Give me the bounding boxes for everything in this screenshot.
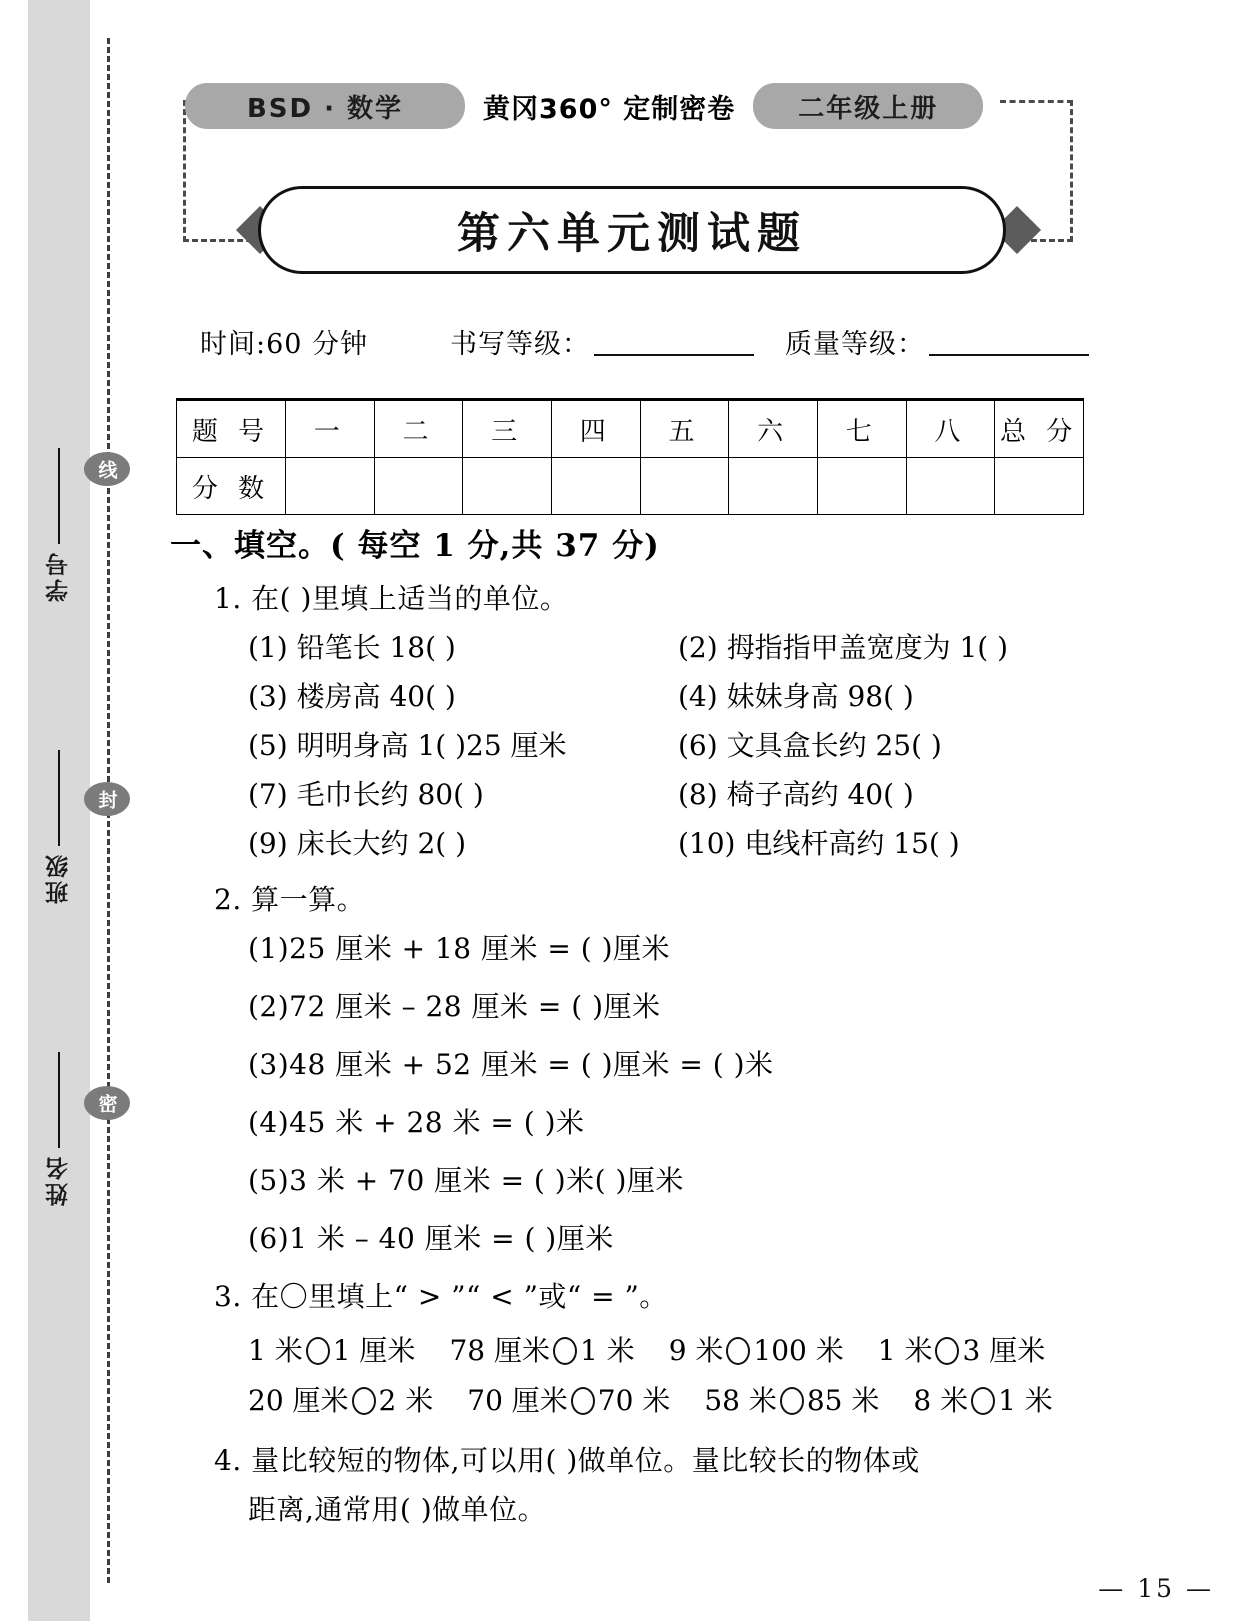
question-1-item-3: (3) 楼房高 40( ) [248, 680, 456, 713]
question-1-pair-row [248, 773, 1090, 813]
sidebar-field-name [28, 1052, 90, 1206]
score-cell-8[interactable] [906, 458, 995, 515]
compare-right: 1 厘米 [332, 1334, 416, 1367]
compare-pair [449, 1329, 634, 1369]
question-1-item-8: (8) 椅子高约 40( ) [678, 778, 914, 811]
question-1-item-2: (2) 拇指指甲盖宽度为 1( ) [678, 631, 1009, 664]
question-1-item-9: (9) 床长大约 2( ) [248, 827, 467, 860]
page-title: 第六单元测试题 [457, 208, 807, 259]
sidebar-field-student-id [28, 448, 90, 602]
compare-pair [248, 1379, 433, 1419]
question-3-prompt: 3. 在〇里填上“ > ”“ < ”或“ = ”。 [214, 1280, 668, 1313]
question-1-item-4: (4) 妹妹身高 98( ) [678, 680, 914, 713]
question-2-item-4: (4)45 米 + 28 米 = ( )米 [248, 1106, 585, 1139]
seal-badge-seal: 封 [84, 782, 130, 816]
compare-circle[interactable] [306, 1337, 330, 1365]
compare-pair [704, 1379, 879, 1419]
student-id-write-line [58, 448, 60, 544]
compare-right: 100 米 [753, 1334, 844, 1367]
exam-body [170, 520, 1090, 1537]
question-1-item-1: (1) 铅笔长 18( ) [248, 631, 456, 664]
compare-pair [878, 1329, 1045, 1369]
class-write-line [58, 750, 60, 846]
score-cell-6[interactable] [729, 458, 818, 515]
compare-pair [913, 1379, 1052, 1419]
page-number: — 15 — [1098, 1574, 1214, 1603]
compare-left: 9 米 [668, 1334, 724, 1367]
question-3-compare-row-1 [248, 1329, 1090, 1369]
brand-text: 黄冈360° 定制密卷 [483, 93, 736, 125]
question-4-continuation: 距离,通常用( )做单位。 [248, 1493, 547, 1526]
compare-left: 78 厘米 [449, 1334, 550, 1367]
compare-right: 2 米 [378, 1384, 434, 1417]
score-table-col-2: 二 [374, 400, 463, 458]
compare-right: 85 米 [806, 1384, 880, 1417]
question-2-prompt: 2. 算一算。 [214, 883, 366, 916]
question-2-item-1: (1)25 厘米 + 18 厘米 = ( )厘米 [248, 932, 670, 965]
score-table-col-4: 四 [551, 400, 640, 458]
writing-grade-blank[interactable] [594, 353, 754, 356]
compare-right: 3 厘米 [962, 1334, 1046, 1367]
score-table-header-row [177, 400, 1084, 458]
score-table-row-label-score: 分 数 [177, 458, 286, 515]
sidebar-label-student-id: 学号 [45, 550, 72, 602]
sidebar-field-class [28, 750, 90, 904]
question-2-item-2: (2)72 厘米 – 28 厘米 = ( )厘米 [248, 990, 661, 1023]
compare-right: 1 米 [998, 1384, 1053, 1417]
seal-badge-secret: 密 [84, 1086, 130, 1120]
score-cell-4[interactable] [551, 458, 640, 515]
score-cell-7[interactable] [817, 458, 906, 515]
score-cell-3[interactable] [463, 458, 552, 515]
compare-left: 1 米 [877, 1334, 933, 1367]
question-1-prompt: 1. 在( )里填上适当的单位。 [214, 582, 569, 615]
score-table-col-5: 五 [640, 400, 729, 458]
quality-grade-label: 质量等级： [785, 329, 925, 360]
compare-pair [669, 1329, 844, 1369]
compare-circle[interactable] [726, 1337, 750, 1365]
header-banner [185, 82, 1065, 130]
sidebar-fields [28, 0, 90, 1621]
score-cell-total[interactable] [995, 458, 1084, 515]
compare-left: 20 厘米 [248, 1384, 349, 1417]
question-2-item-6: (6)1 米 – 40 厘米 = ( )厘米 [248, 1222, 614, 1255]
grade-pill: 二年级上册 [753, 83, 983, 129]
name-write-line [58, 1052, 60, 1148]
compare-circle[interactable] [780, 1387, 804, 1415]
compare-circle[interactable] [352, 1387, 376, 1415]
question-1-pair-row [248, 822, 1090, 862]
compare-left: 8 米 [913, 1384, 969, 1417]
score-table-row-label-number: 题 号 [177, 400, 286, 458]
question-3-compare-row-2 [248, 1379, 1090, 1419]
compare-left: 1 米 [248, 1334, 303, 1367]
seal-badge-line: 线 [84, 452, 130, 486]
writing-grade-field [450, 322, 754, 361]
score-cell-5[interactable] [640, 458, 729, 515]
score-table-col-3: 三 [463, 400, 552, 458]
score-table-col-total: 总 分 [995, 400, 1084, 458]
score-cell-2[interactable] [374, 458, 463, 515]
score-table-col-6: 六 [729, 400, 818, 458]
score-table-col-1: 一 [286, 400, 375, 458]
question-1-pair-row [248, 626, 1090, 666]
question-4-prompt: 4. 量比较短的物体,可以用( )做单位。量比较长的物体或 [214, 1444, 920, 1477]
compare-circle[interactable] [553, 1337, 577, 1365]
quality-grade-blank[interactable] [929, 353, 1089, 356]
compare-right: 1 米 [579, 1334, 635, 1367]
section-heading-1: 一、填空。( 每空 1 分,共 37 分) [170, 528, 660, 564]
question-2-item-3: (3)48 厘米 + 52 厘米 = ( )厘米 = ( )米 [248, 1048, 774, 1081]
question-1-pair-row [248, 675, 1090, 715]
score-table-col-8: 八 [906, 400, 995, 458]
question-2-item-5: (5)3 米 + 70 厘米 = ( )米( )厘米 [248, 1164, 684, 1197]
compare-right: 70 米 [597, 1384, 671, 1417]
quality-grade-field [785, 322, 1089, 361]
sidebar-label-name: 姓名 [45, 1154, 72, 1206]
title-capsule [258, 186, 1006, 274]
question-1-pair-row [248, 724, 1090, 764]
time-limit-label: 时间:60 分钟 [200, 329, 369, 360]
compare-left: 70 厘米 [467, 1384, 568, 1417]
score-table-score-row [177, 458, 1084, 515]
sidebar-label-class: 班级 [45, 852, 72, 904]
compare-circle[interactable] [935, 1337, 959, 1365]
score-table-col-7: 七 [817, 400, 906, 458]
question-1-item-7: (7) 毛巾长约 80( ) [248, 778, 484, 811]
compare-left: 58 米 [704, 1384, 777, 1417]
compare-circle[interactable] [571, 1387, 595, 1415]
compare-pair [248, 1329, 415, 1369]
writing-grade-label: 书写等级： [450, 329, 590, 360]
compare-pair [467, 1379, 670, 1419]
subject-pill: BSD · 数学 [185, 83, 465, 129]
question-1-item-5: (5) 明明身高 1( )25 厘米 [248, 729, 567, 762]
question-1-item-10: (10) 电线杆高约 15( ) [678, 827, 960, 860]
score-table [176, 398, 1084, 515]
score-cell-1[interactable] [286, 458, 375, 515]
question-1-item-6: (6) 文具盒长约 25( ) [678, 729, 942, 762]
compare-circle[interactable] [971, 1387, 995, 1415]
exam-meta-row [200, 322, 1080, 360]
